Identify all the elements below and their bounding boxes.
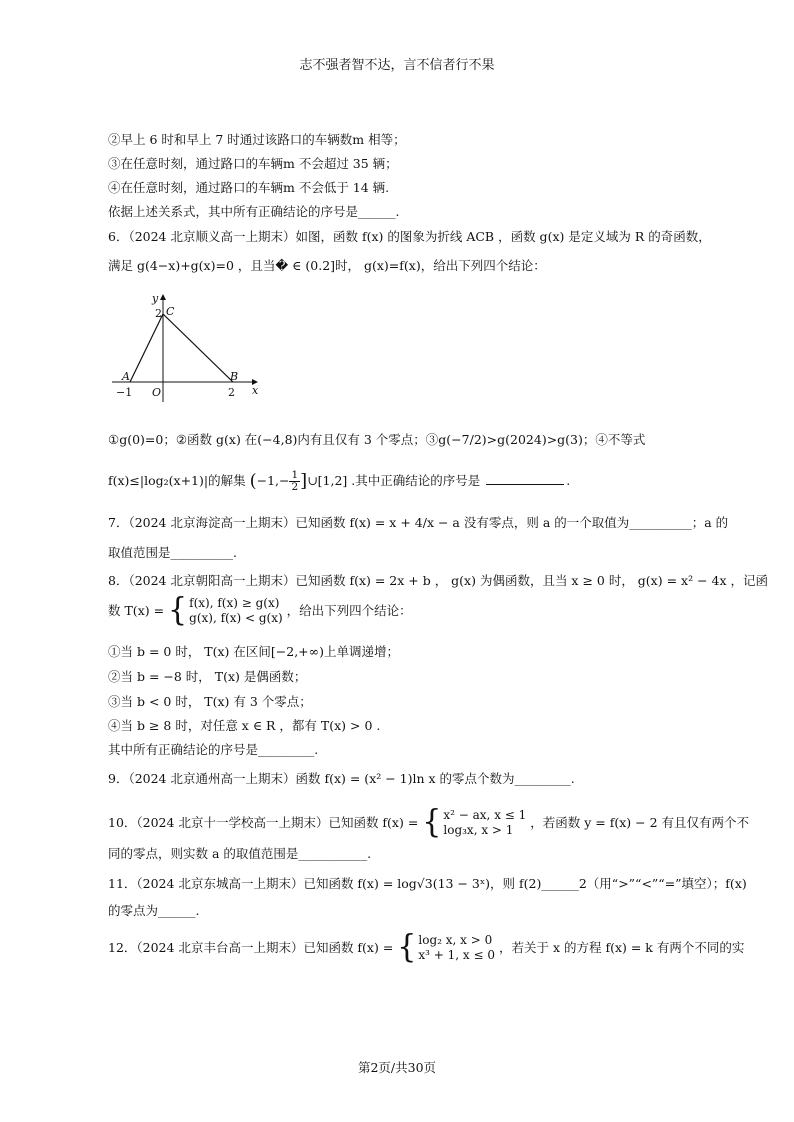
point-b-label: B <box>230 370 239 383</box>
page-header-motto: 志不强者智不达，言不信者行不果 <box>299 58 495 73</box>
question-8-piecewise-line <box>108 592 412 629</box>
question-8-item-1: ①当 b = 0 时， T(x) 在区间[−2,+∞)上单调递增； <box>108 644 399 659</box>
case-1: f(x), f(x) ≥ g(x) <box>189 596 280 610</box>
brace-icon: { <box>397 929 417 966</box>
polyline-acb <box>130 314 233 382</box>
statement-2: ②早上 6 时和早上 7 时通过该路口的车辆数m 相等； <box>108 132 406 147</box>
y-axis-arrow-icon <box>160 294 166 300</box>
inequality-text: f(x)≤|log₂(x+1)|的解集 <box>108 473 246 488</box>
fraction-numerator: 1 <box>291 469 299 481</box>
question-6-conclusions: ①g(0)=0；②函数 g(x) 在(−4,8)内有且仅有 3 个零点；③g(−7/2)>g(2024)>g(3)；④不等式 <box>108 432 646 447</box>
question-12-piecewise-line <box>108 929 745 966</box>
y-tick-2: 2 <box>155 307 162 320</box>
solution-set-part-b: ∪[1,2] .其中正确结论的序号是 <box>307 473 481 488</box>
piecewise-label: 10．（2024 北京十一学校高一上期末）已知函数 f(x) = <box>108 815 419 830</box>
question-6-last-line <box>108 470 570 493</box>
question-8-item-2: ②当 b = −8 时， T(x) 是偶函数； <box>108 669 307 684</box>
case-1: x² − ax, x ≤ 1 <box>443 808 527 822</box>
piecewise-tail: ，若关于 x 的方程 f(x) = k 有两个不同的实 <box>498 940 745 955</box>
x-tick-neg1: −1 <box>116 386 133 399</box>
piecewise-cases <box>443 808 526 838</box>
piecewise-label: 12．（2024 北京丰台高一上期末）已知函数 f(x) = <box>108 940 394 955</box>
solution-set-part-a: −1,− <box>256 473 290 488</box>
answer-blank[interactable] <box>486 472 564 485</box>
case-1: log₂ x, x > 0 <box>418 933 493 947</box>
brace-icon: { <box>168 592 188 629</box>
piecewise-cases <box>189 596 283 626</box>
page-footer-number: 第2页/共30页 <box>357 1060 437 1075</box>
question-7-line-1: 7．（2024 北京海淀高一上期末）已知函数 f(x) = x + 4/x − a 没有零点，则 a 的一个取值为__________；a 的 <box>108 515 729 530</box>
y-axis-label: y <box>152 292 159 305</box>
x-axis-label: x <box>252 384 259 397</box>
question-6-line-2: 满足 g(4−x)+g(x)=0 ，且当� ∈ (0.2]时， g(x)=f(x)，给出下列四个结论： <box>108 258 546 273</box>
statement-4: ④在任意时刻，通过路口的车辆m 不会低于 14 辆. <box>108 180 390 195</box>
case-2: log₃x, x > 1 <box>443 823 514 837</box>
brace-icon: { <box>422 804 442 841</box>
point-a-label: A <box>122 370 130 383</box>
origin-label: O <box>152 386 162 399</box>
function-graph-acb <box>112 290 262 408</box>
question-10-piecewise-line <box>108 804 749 841</box>
piecewise-cases <box>418 933 495 963</box>
question-8-item-3: ③当 b < 0 时， T(x) 有 3 个零点； <box>108 694 312 709</box>
bracket-close-icon: ] <box>300 470 308 492</box>
case-2: x³ + 1, x ≤ 0 <box>418 948 495 962</box>
question-7-line-2: 取值范围是__________. <box>108 545 237 560</box>
sentence-end: . <box>566 473 571 488</box>
fraction-half <box>289 470 300 493</box>
piecewise-tail: ，给出下列四个结论： <box>286 603 412 618</box>
fraction-denominator: 2 <box>291 481 299 493</box>
point-c-label: C <box>166 305 175 318</box>
question-11-line-1: 11．（2024 北京东城高一上期末）已知函数 f(x) = log√3(13 − 3ˣ)，则 f(2)______2（用“>”“<”“=”填空）；f(x) <box>108 876 747 891</box>
piecewise-tail: ，若函数 y = f(x) − 2 有且仅有两个不 <box>530 815 749 830</box>
case-2: g(x), f(x) < g(x) <box>189 611 283 625</box>
piecewise-label: 数 T(x) = <box>108 603 165 618</box>
question-9: 9．（2024 北京通州高一上期末）函数 f(x) = (x² − 1)ln x 的零点个数为_________. <box>108 771 575 786</box>
statement-3: ③在任意时刻，通过路口的车辆m 不会超过 35 辆； <box>108 156 398 171</box>
bracket-open-icon: ( <box>249 470 257 492</box>
question-11-line-2: 的零点为______. <box>108 903 200 918</box>
question-8-item-4: ④当 b ≥ 8 时，对任意 x ∈ R ，都有 T(x) > 0 . <box>108 718 381 733</box>
question-6-line-1: 6．（2024 北京顺义高一上期末）如图，函数 f(x) 的图象为折线 ACB ，函数 g(x) 是定义域为 R 的奇函数， <box>108 229 711 244</box>
x-tick-2: 2 <box>228 386 235 399</box>
question-5-prompt: 依据上述关系式，其中所有正确结论的序号是______. <box>108 204 400 219</box>
question-8-prompt: 其中所有正确结论的序号是_________. <box>108 742 319 757</box>
question-10-line-2: 同的零点，则实数 a 的取值范围是___________. <box>108 846 372 861</box>
question-8-line-1: 8．（2024 北京朝阳高一上期末）已知函数 f(x) = 2x + b ， g(x) 为偶函数，且当 x ≥ 0 时， g(x) = x² − 4x ，记函 <box>108 573 768 588</box>
